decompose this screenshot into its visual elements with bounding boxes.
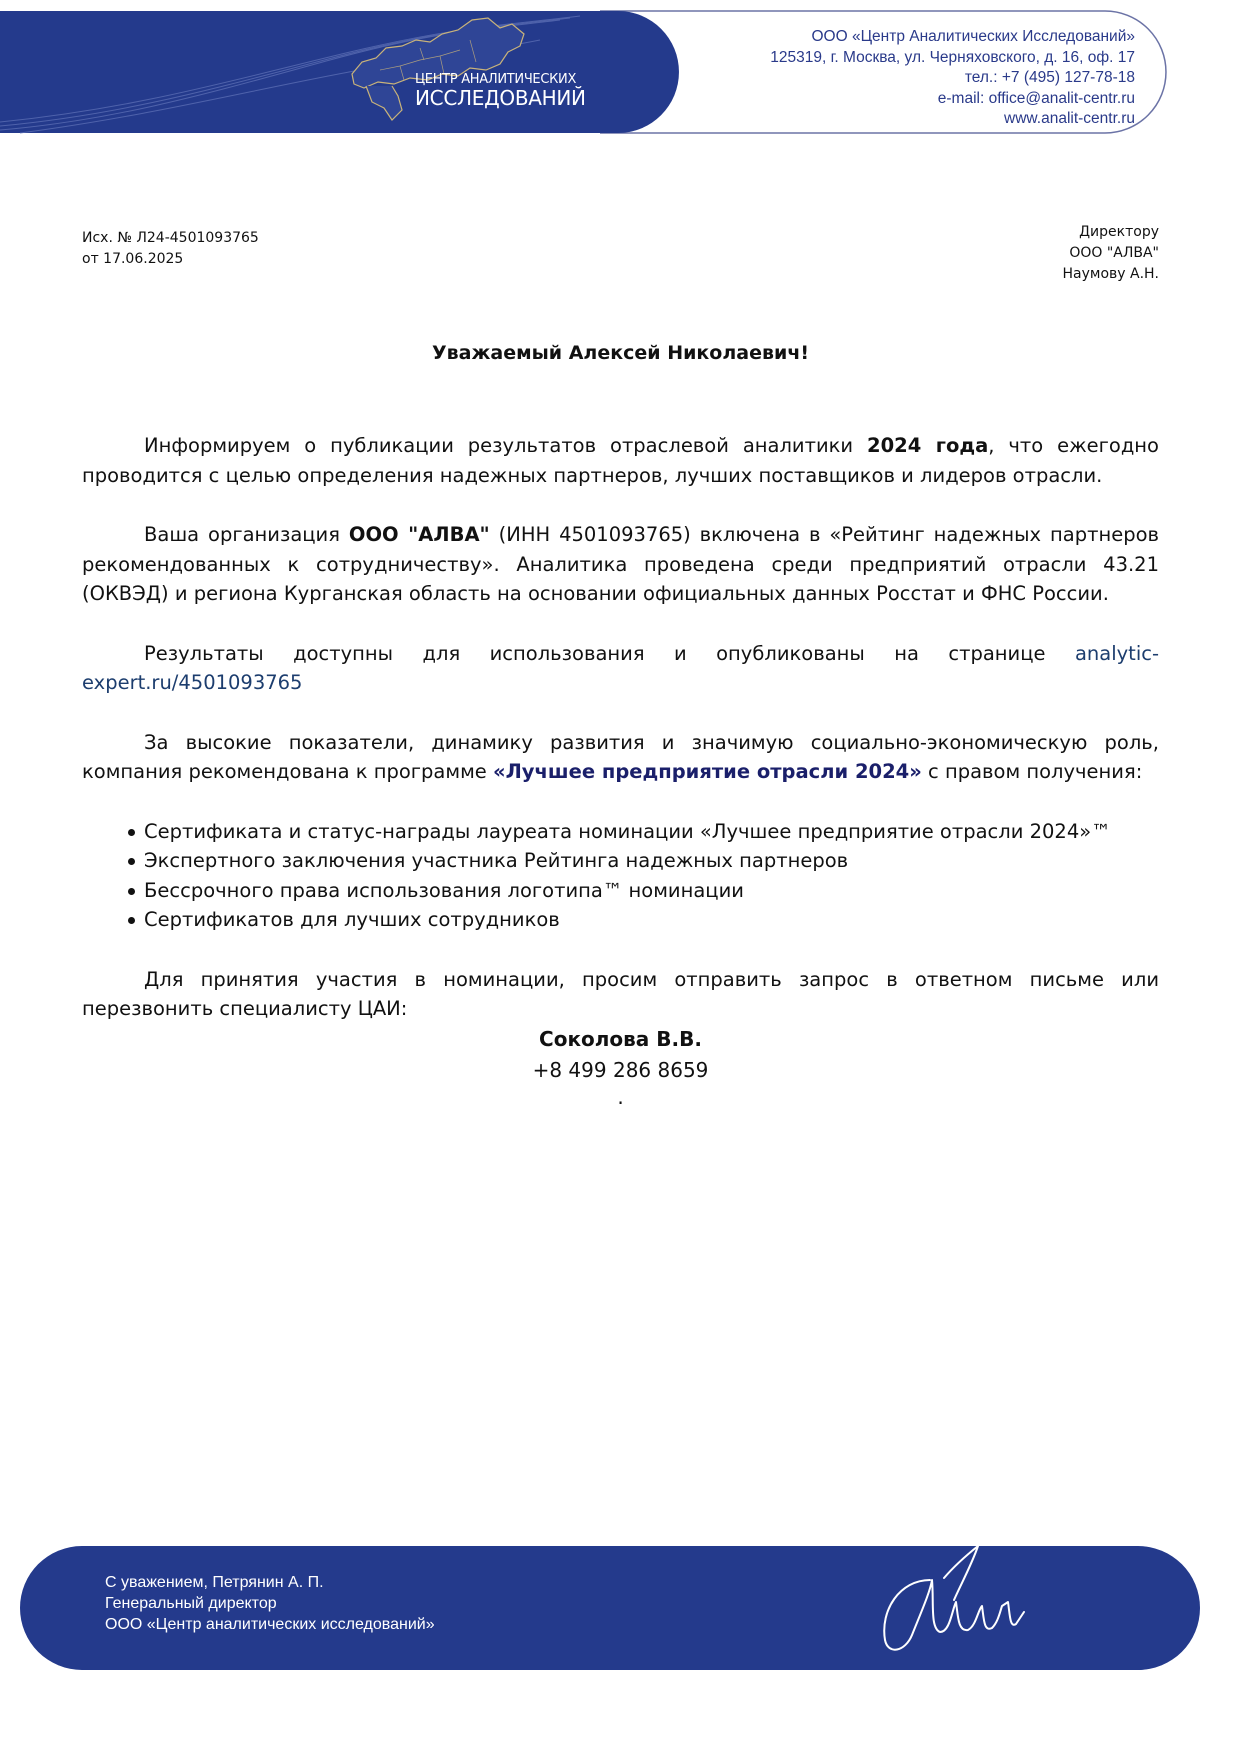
results-link[interactable]: analytic-expert.ru/4501093765 xyxy=(82,641,1159,694)
specialist-contact xyxy=(82,1024,1159,1108)
signature-block xyxy=(105,1572,435,1635)
paragraph-request: Для принятия участия в номинации, просим отправить запрос в ответном письме или перезвонить специалисту ЦАИ: xyxy=(82,967,1159,1020)
paragraph-intro xyxy=(82,431,1159,490)
specialist-phone[interactable]: +8 499 286 8659 xyxy=(532,1057,709,1082)
benefits-list xyxy=(82,817,1159,935)
paragraph-rating-text-end: (ИНН 4501093765) включена в «Рейтинг надежных партнеров рекомендованных к сотрудничеству». Аналитика проведена среди предприятий отрасли 43.21 (ОКВЭД) и региона Курганская область на основании официальных данных Росстат и ФНС России. xyxy=(82,523,1159,605)
paragraph-intro-text-end: , что ежегодно проводится с целью определения надежных партнеров, лучших поставщиков и лидеров отрасли. xyxy=(82,434,1159,487)
outgoing-number: Исх. № Л24-4501093765 xyxy=(82,230,259,246)
signer-company: ООО «Центр аналитических исследований» xyxy=(105,1616,435,1633)
company-phone: тел.: +7 (495) 127-78-18 xyxy=(964,69,1135,87)
trailing-dot: . xyxy=(617,1084,624,1109)
addressee-position: Директору xyxy=(1079,224,1159,240)
outgoing-date: от 17.06.2025 xyxy=(82,251,184,267)
company-address: 125319, г. Москва, ул. Черняховского, д. 16, оф. 17 xyxy=(770,48,1135,66)
company-name: ООО «Центр Аналитических Исследований» xyxy=(811,28,1135,45)
handwritten-signature xyxy=(860,1540,1060,1660)
letterhead xyxy=(0,0,1241,140)
company-email[interactable]: e-mail: office@analit-centr.ru xyxy=(937,89,1135,107)
program-name: «Лучшее предприятие отрасли 2024» xyxy=(493,760,922,783)
paragraph-rating-text: Ваша организация xyxy=(144,523,349,546)
paragraph-rating xyxy=(82,520,1159,609)
paragraph-results xyxy=(82,639,1159,698)
outgoing-reference xyxy=(82,228,259,270)
paragraph-program xyxy=(82,728,1159,787)
logo-line1: ЦЕНТР АНАЛИТИЧЕСКИХ xyxy=(415,72,577,87)
year-highlight: 2024 года xyxy=(867,434,989,457)
salutation: Уважаемый Алексей Николаевич! xyxy=(431,342,810,364)
list-item: Экспертного заключения участника Рейтинга надежных партнеров xyxy=(128,846,1159,876)
organization-name: ООО "АЛВА" xyxy=(348,523,490,546)
logo-line2: ИССЛЕДОВАНИЙ xyxy=(415,86,586,110)
company-contacts xyxy=(770,27,1135,130)
list-item: Сертификатов для лучших сотрудников xyxy=(128,905,1159,935)
paragraph-program-text-end: с правом получения: xyxy=(921,760,1143,783)
addressee-company: ООО "АЛВА" xyxy=(1069,245,1159,261)
signer-position: Генеральный директор xyxy=(105,1595,277,1612)
letter-body xyxy=(82,431,1159,1108)
addressee-name: Наумову А.Н. xyxy=(1062,266,1159,282)
paragraph-program-text: За высокие показатели, динамику развития и значимую социально-экономическую роль, компания рекомендована к программе xyxy=(82,730,1159,783)
list-item: Сертификата и статус-награды лауреата номинации «Лучшее предприятие отрасли 2024»™ xyxy=(128,817,1159,847)
addressee xyxy=(1062,222,1159,285)
paragraph-intro-text: Информируем о публикации результатов отраслевой аналитики xyxy=(144,434,867,457)
logo xyxy=(415,72,586,109)
company-website[interactable]: www.analit-centr.ru xyxy=(1004,110,1135,128)
paragraph-results-text: Результаты доступны для использования и опубликованы на странице xyxy=(144,641,1075,665)
closing-line: С уважением, Петрянин А. П. xyxy=(105,1574,324,1591)
specialist-name: Соколова В.В. xyxy=(539,1026,702,1051)
list-item: Бессрочного права использования логотипа™ номинации xyxy=(128,876,1159,906)
